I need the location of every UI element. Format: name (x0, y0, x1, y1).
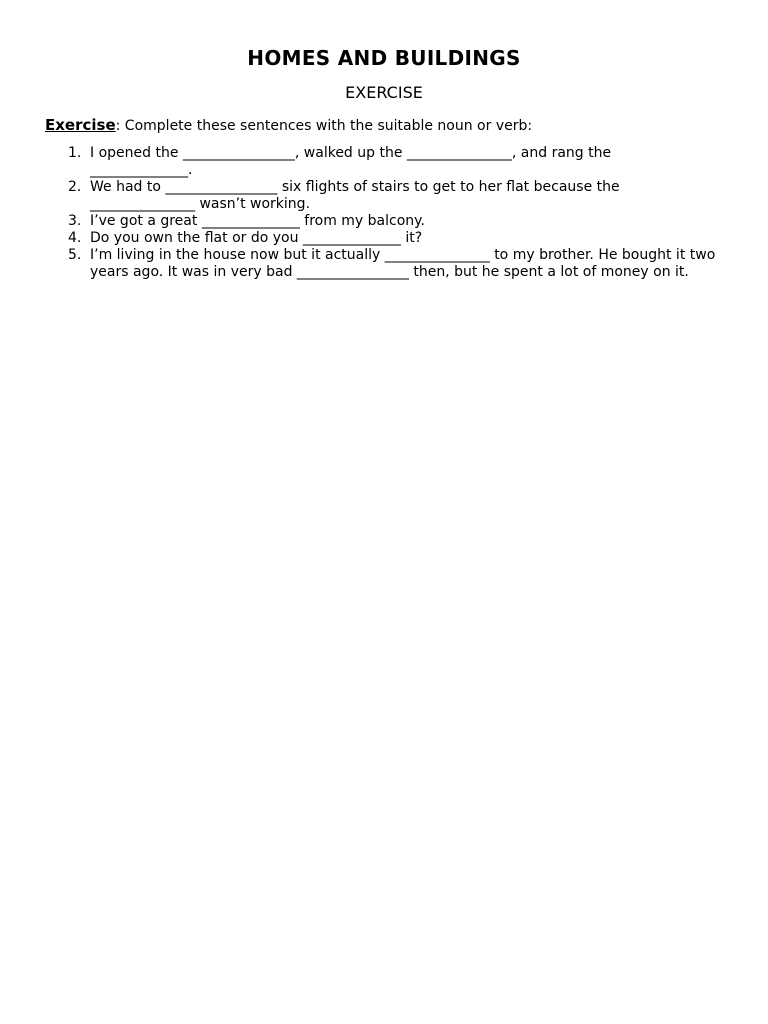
item-number: 2. (68, 179, 82, 195)
item-line: ______________. (90, 162, 193, 178)
item-line: _______________ wasn’t working. (90, 196, 311, 212)
instruction-text: : Complete these sentences with the suitable noun or verb: (115, 118, 533, 134)
item-line: years ago. It was in very bad ________________ then, but he spent a lot of money on it. (90, 264, 689, 280)
list-item (60, 179, 720, 213)
item-line: I’m living in the house now but it actually _______________ to my brother. He bought it two (90, 247, 716, 263)
exercise-instruction (45, 116, 532, 135)
list-item (60, 247, 720, 281)
item-number: 1. (68, 145, 82, 161)
list-item (60, 145, 720, 179)
list-item (60, 213, 720, 230)
item-number: 5. (68, 247, 82, 263)
list-item (60, 230, 720, 247)
item-line: I’ve got a great ______________ from my balcony. (90, 213, 425, 229)
item-line: We had to ________________ six flights of stairs to get to her flat because the (90, 179, 620, 195)
page-title: HOMES AND BUILDINGS (247, 46, 521, 70)
instruction-lead: Exercise (45, 116, 116, 134)
item-line: I opened the ________________, walked up the _______________, and rang the (90, 145, 612, 161)
item-number: 4. (68, 230, 82, 246)
item-line: Do you own the flat or do you ______________ it? (90, 230, 423, 246)
page-subtitle: EXERCISE (345, 83, 423, 102)
item-number: 3. (68, 213, 82, 229)
exercise-list (60, 145, 720, 281)
